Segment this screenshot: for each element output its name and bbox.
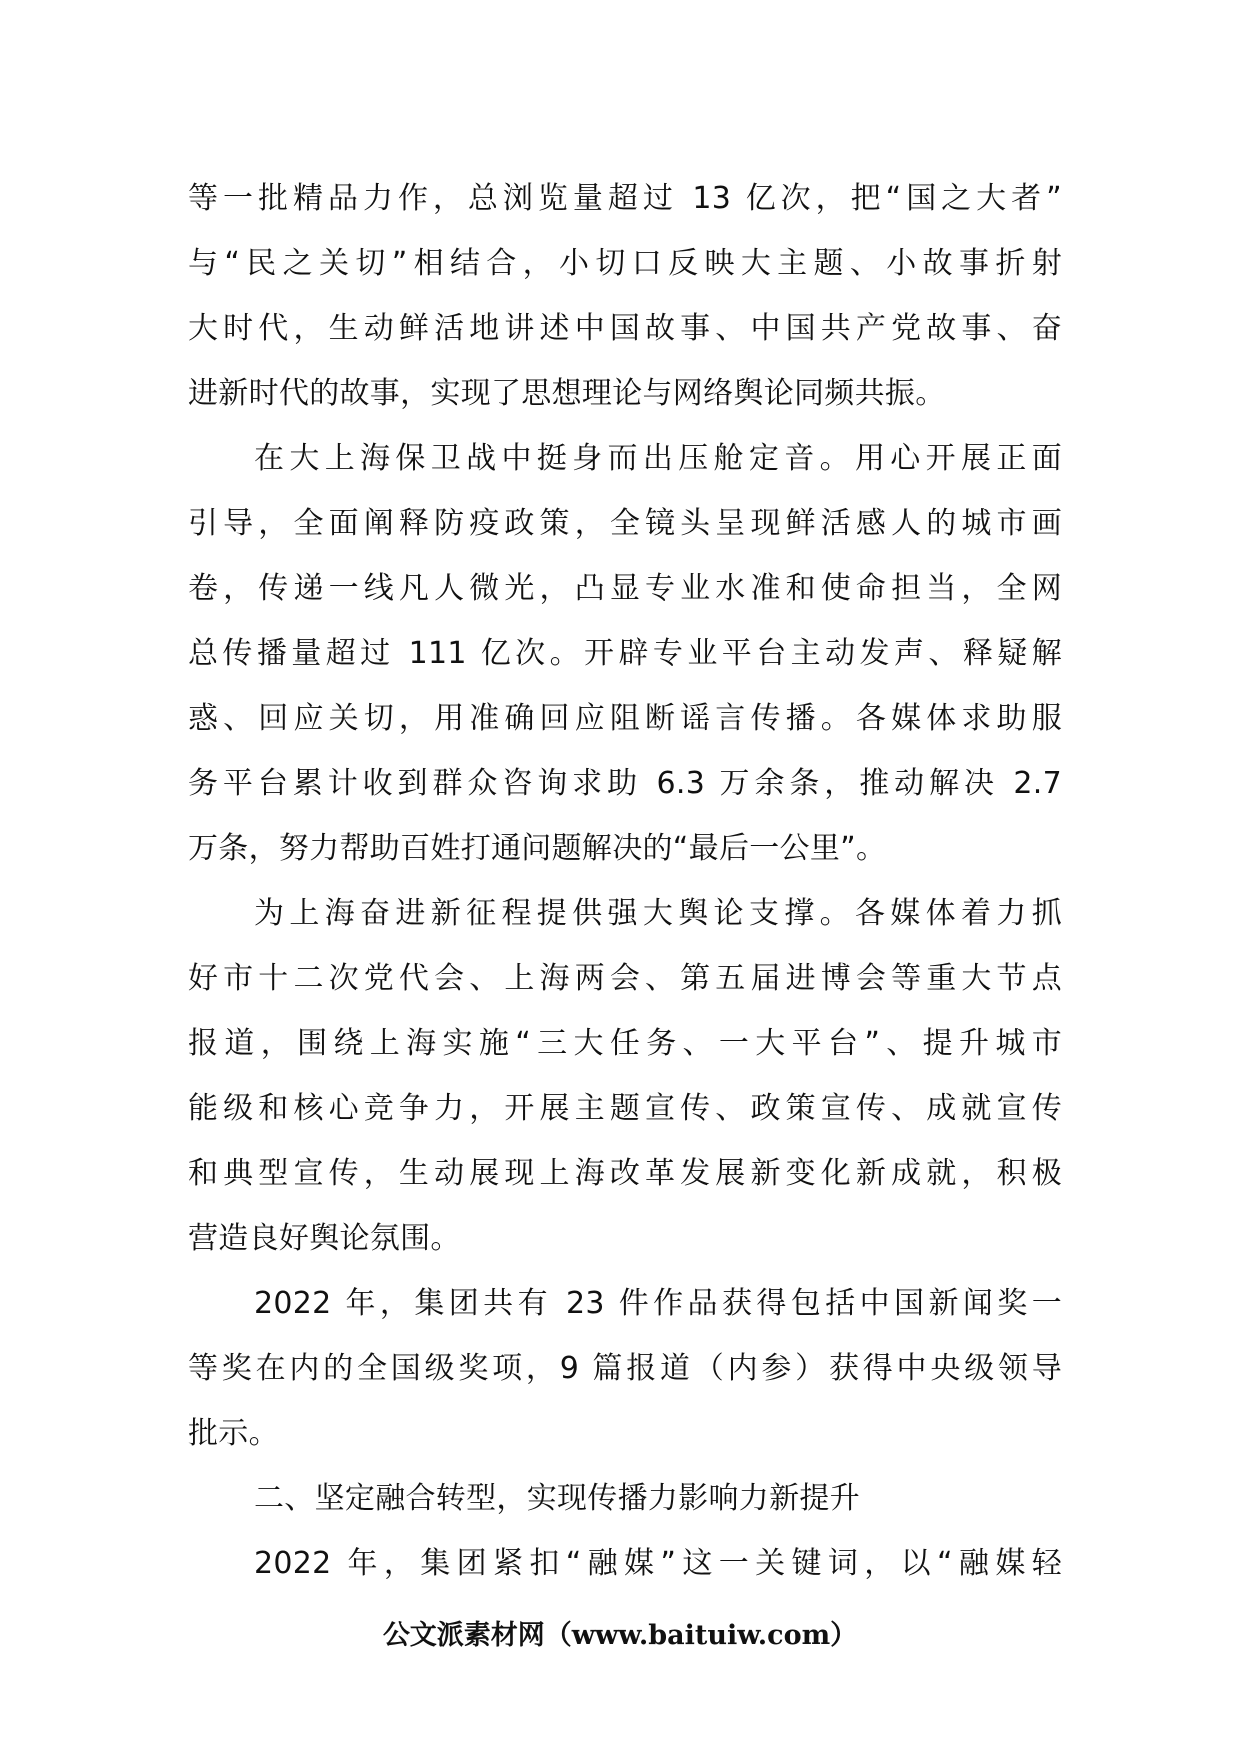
text-line: 总传播量超过 111 亿次。开辟专业平台主动发声、释疑解 — [188, 636, 1062, 671]
footer-watermark: 公文派素材网（www.baituiw.com） — [382, 1620, 858, 1651]
text-line: 2022 年，集团紧扣“融媒”这一关键词，以“融媒轻 — [254, 1546, 1062, 1581]
text-line: 报道，围绕上海实施“三大任务、一大平台”、提升城市 — [188, 1026, 1062, 1061]
text-line: 卷，传递一线凡人微光，凸显专业水准和使命担当，全网 — [188, 571, 1062, 606]
text-line: 能级和核心竞争力，开展主题宣传、政策宣传、成就宣传 — [188, 1091, 1062, 1126]
text-line: 大时代，生动鲜活地讲述中国故事、中国共产党故事、奋 — [188, 311, 1062, 346]
text-line: 与“民之关切”相结合，小切口反映大主题、小故事折射 — [188, 246, 1062, 281]
text-line: 营造良好舆论氛围。 — [188, 1221, 461, 1256]
text-line: 批示。 — [188, 1416, 279, 1451]
text-line: 等奖在内的全国级奖项，9 篇报道（内参）获得中央级领导 — [188, 1351, 1062, 1386]
text-line: 务平台累计收到群众咨询求助 6.3 万余条，推动解决 2.7 — [188, 766, 1062, 801]
text-line: 2022 年，集团共有 23 件作品获得包括中国新闻奖一 — [254, 1286, 1062, 1321]
text-line: 进新时代的故事，实现了思想理论与网络舆论同频共振。 — [188, 376, 946, 411]
text-line: 等一批精品力作，总浏览量超过 13 亿次，把“国之大者” — [188, 181, 1062, 216]
text-line: 惑、回应关切，用准确回应阻断谣言传播。各媒体求助服 — [188, 701, 1062, 736]
section-heading: 二、坚定融合转型，实现传播力影响力新提升 — [254, 1481, 860, 1516]
text-line: 为上海奋进新征程提供强大舆论支撑。各媒体着力抓 — [254, 896, 1062, 931]
text-line: 万条，努力帮助百姓打通问题解决的“最后一公里”。 — [188, 831, 887, 866]
document-body — [188, 166, 1062, 1596]
text-line: 引导，全面阐释防疫政策，全镜头呈现鲜活感人的城市画 — [188, 506, 1062, 541]
text-line: 在大上海保卫战中挺身而出压舱定音。用心开展正面 — [254, 441, 1062, 476]
text-line: 好市十二次党代会、上海两会、第五届进博会等重大节点 — [188, 961, 1062, 996]
text-line: 和典型宣传，生动展现上海改革发展新变化新成就，积极 — [188, 1156, 1062, 1191]
